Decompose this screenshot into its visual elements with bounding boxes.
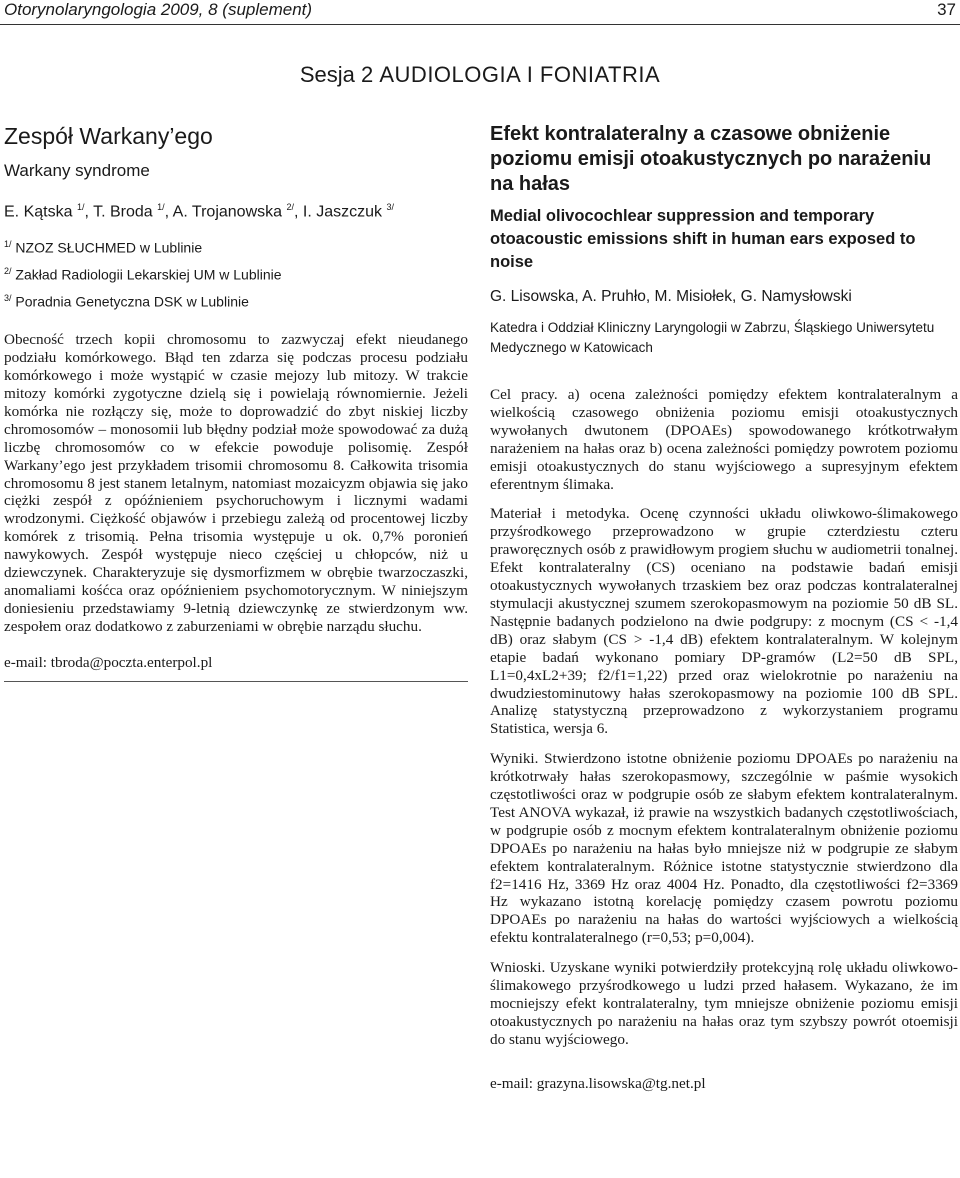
left-article-title: Zespół Warkany’ego bbox=[4, 123, 213, 149]
affil-text: Poradnia Genetyczna DSK w Lublinie bbox=[15, 293, 249, 310]
right-article-aim: Cel pracy. a) ocena zależności pomiędzy efektem kontralateralnym a wielkością czasowego obniżenia poziomu emisji otoakustycznych wywołanych dwutonem (DPOAEs) spowodowanego krótkotrwałym narażeniem na hałas oraz b) ocena zależności pomiędzy powrotem poziomu emisji otoakustycznych do stanu wyjściowego a supresyjnym efektem eferentnym ślimaka. bbox=[490, 386, 958, 493]
journal-title: Otorynolaryngologia 2009, 8 (suplement) bbox=[4, 0, 313, 19]
author-name: T. Broda bbox=[93, 203, 153, 221]
author-affil-ref: 1/ bbox=[157, 202, 165, 212]
left-article-end-rule bbox=[4, 681, 468, 682]
session-prefix: Sesja 2 bbox=[299, 62, 374, 87]
right-article-conclusions: Wnioski. Uzyskane wyniki potwierdziły protekcyjną rolę układu oliwkowo-ślimakowego przyśrodkowego u ludzi przed hałasem. Wykazano, że im mocniejszy efekt kontralateralny, tym mniejsze obniżenie poziomu emisji otoakustycznych po narażeniu na hałas oraz tym szybszy powrót otoemisji do stanu wyjściowego. bbox=[490, 959, 958, 1048]
affil-ref: 3/ bbox=[4, 292, 12, 303]
affiliation-line bbox=[4, 287, 468, 314]
left-article-email: e-mail: tbroda@poczta.enterpol.pl bbox=[4, 653, 213, 671]
left-article-authors: E. Kątska $^{1/}$, T. Broda $^{1/}$, A. Trojanowska $^{2/}$, I. Jaszczuk $^{3/}$ bbox=[4, 202, 394, 221]
session-heading bbox=[0, 62, 960, 88]
page-header bbox=[0, 0, 960, 24]
right-article-subtitle: Medial olivocochlear suppression and temporary otoacoustic emissions shift in human ears exposed to noise bbox=[490, 207, 916, 271]
right-article-email: e-mail: grazyna.lisowska@tg.net.pl bbox=[490, 1074, 706, 1092]
left-article-subtitle: Warkany syndrome bbox=[4, 161, 150, 180]
author-name: E. Kątska bbox=[4, 203, 73, 221]
affil-ref: 2/ bbox=[4, 265, 12, 276]
affil-text: NZOZ SŁUCHMED w Lublinie bbox=[15, 239, 203, 256]
author-affil-ref: 2/ bbox=[286, 202, 294, 212]
left-article-body: Obecność trzech kopii chromosomu to zazwyczaj efekt nieudanego podziału komórkowego. Błąd ten zdarza się podczas procesu podziału komórkowego i może wystąpić w czasie mejozy lub mitozy. W trakcie mitozy komórki zygotyczne dzielą się i powielają równomiernie. Jeżeli komórka nie rozłączy się, może to doprowadzić do zbyt niskiej liczby chromosomów – monosomii lub błędny podział może spowodować za dużą liczbę chromosomów co w efekcie powoduje polisomię. Zespół Warkany’ego jest przykładem trisomii chromosomu 8. Całkowita trisomia chromosomu 8 jest stanem letalnym, natomiast mozaicyzm objawia się jako ciężki zespół z opóźnieniem psychoruchowym i licznymi wadami wrodzonymi. Ciężkość objawów i przebiegu zależą od procentowej liczby komórek z trisomią. Pełna trisomia występuje u ok. 0,7% poronień nawykowych. Zespół występuje nieco częściej u chłopców, niż u dziewczynek. Charakteryzuje się dysmorfizmem w obrębie twarzoczaszki, anomaliami kośćca oraz opóźnieniem psychomotorycznym. W niniejszym doniesieniu przedstawiamy 9-letnią dziewczynkę ze stwierdzonym ww. zespołem oraz dodatkowo z zaburzeniami w obrębie narządu słuchu. bbox=[4, 331, 468, 635]
right-article bbox=[490, 122, 958, 1108]
author-affil-ref: 1/ bbox=[76, 202, 85, 212]
affiliation-line bbox=[4, 233, 468, 260]
left-article-affiliations bbox=[4, 233, 468, 313]
session-name: AUDIOLOGIA I FONIATRIA bbox=[379, 62, 661, 87]
affil-text: Zakład Radiologii Lekarskiej UM w Lublinie bbox=[15, 266, 282, 283]
author-name: I. Jaszczuk bbox=[302, 203, 383, 221]
affiliation-line bbox=[4, 260, 468, 287]
right-article-affiliation: Katedra i Oddział Kliniczny Laryngologii w Zabrzu, Śląskiego Uniwersytetu Medycznego w Katowicach bbox=[490, 320, 935, 355]
right-article-methods: Materiał i metodyka. Ocenę czynności układu oliwkowo-ślimakowego przyśrodkowego przeprowadzono w grupie czterdziestu czteru praworęcznych osób z prawidłowym progiem słuchu w audiometrii tonalnej. Efekt kontralateralny (CS) oceniano na podstawie badań emisji otoakustycznych wywołanych trzaskiem bez oraz podczas kontralateralnej stymulacji akustycznej szumem szerokopasmowym na poziomie 50 dB SL. Następnie badanych podzielono na dwie podgrupy: z mocnym (CS < -1,4 dB) oraz słabym (CS > -1,4 dB) efektem kontralateralnym. W kolejnym etapie badań wykonano pomiary DP-gramów (L2=50 dB SPL, L1=0,4xL2+39; f2/f1=1,22) przed oraz wielokrotnie po narażeniu na dwudziestominutowy hałas szerokopasmowy na poziomie 100 dB SPL. Analizę statystyczną przeprowadzono z wykorzystaniem programu Statistica, wersja 6. bbox=[490, 505, 958, 738]
author-affil-ref: 3/ bbox=[386, 202, 394, 212]
right-article-results: Wyniki. Stwierdzono istotne obniżenie poziomu DPOAEs po narażeniu na krótkotrwały hałas szerokopasmowy, szczególnie w paśmie wysokich częstotliwości oraz w podgrupie osób ze słabym efektem kontralateralnym. Test ANOVA wykazał, iż prawie na wszystkich badanych częstotliwościach, w podgrupie osób z mocnym efektem kontralateralnym obniżenie poziomu DPOAEs po narażeniu na hałas było mniejsze niż w podgrupie ze słabym efektem kontralateralnym. Różnice istotne statystycznie stwierdzono dla f2=1416 Hz, 3369 Hz oraz 4004 Hz. Ponadto, dla częstotliwości f2=3369 Hz wykazano istotną korelację pomiędzy czasem powrotu poziomu DPOAEs po narażeniu na hałas do wartości wyjściowych a wielkością efektu kontralateralnego (r=0,53; p=0,004). bbox=[490, 750, 958, 947]
page-number: 37 bbox=[937, 0, 956, 19]
left-article bbox=[4, 122, 468, 682]
right-article-title: Efekt kontralateralny a czasowe obniżenie poziomu emisji otoakustycznych po narażeniu na hałas bbox=[490, 123, 932, 195]
author-name: A. Trojanowska bbox=[172, 203, 283, 221]
right-article-authors: G. Lisowska, A. Pruhło, M. Misiołek, G. Namysłowski bbox=[490, 288, 852, 305]
header-rule bbox=[0, 24, 960, 25]
affil-ref: 1/ bbox=[4, 239, 12, 250]
